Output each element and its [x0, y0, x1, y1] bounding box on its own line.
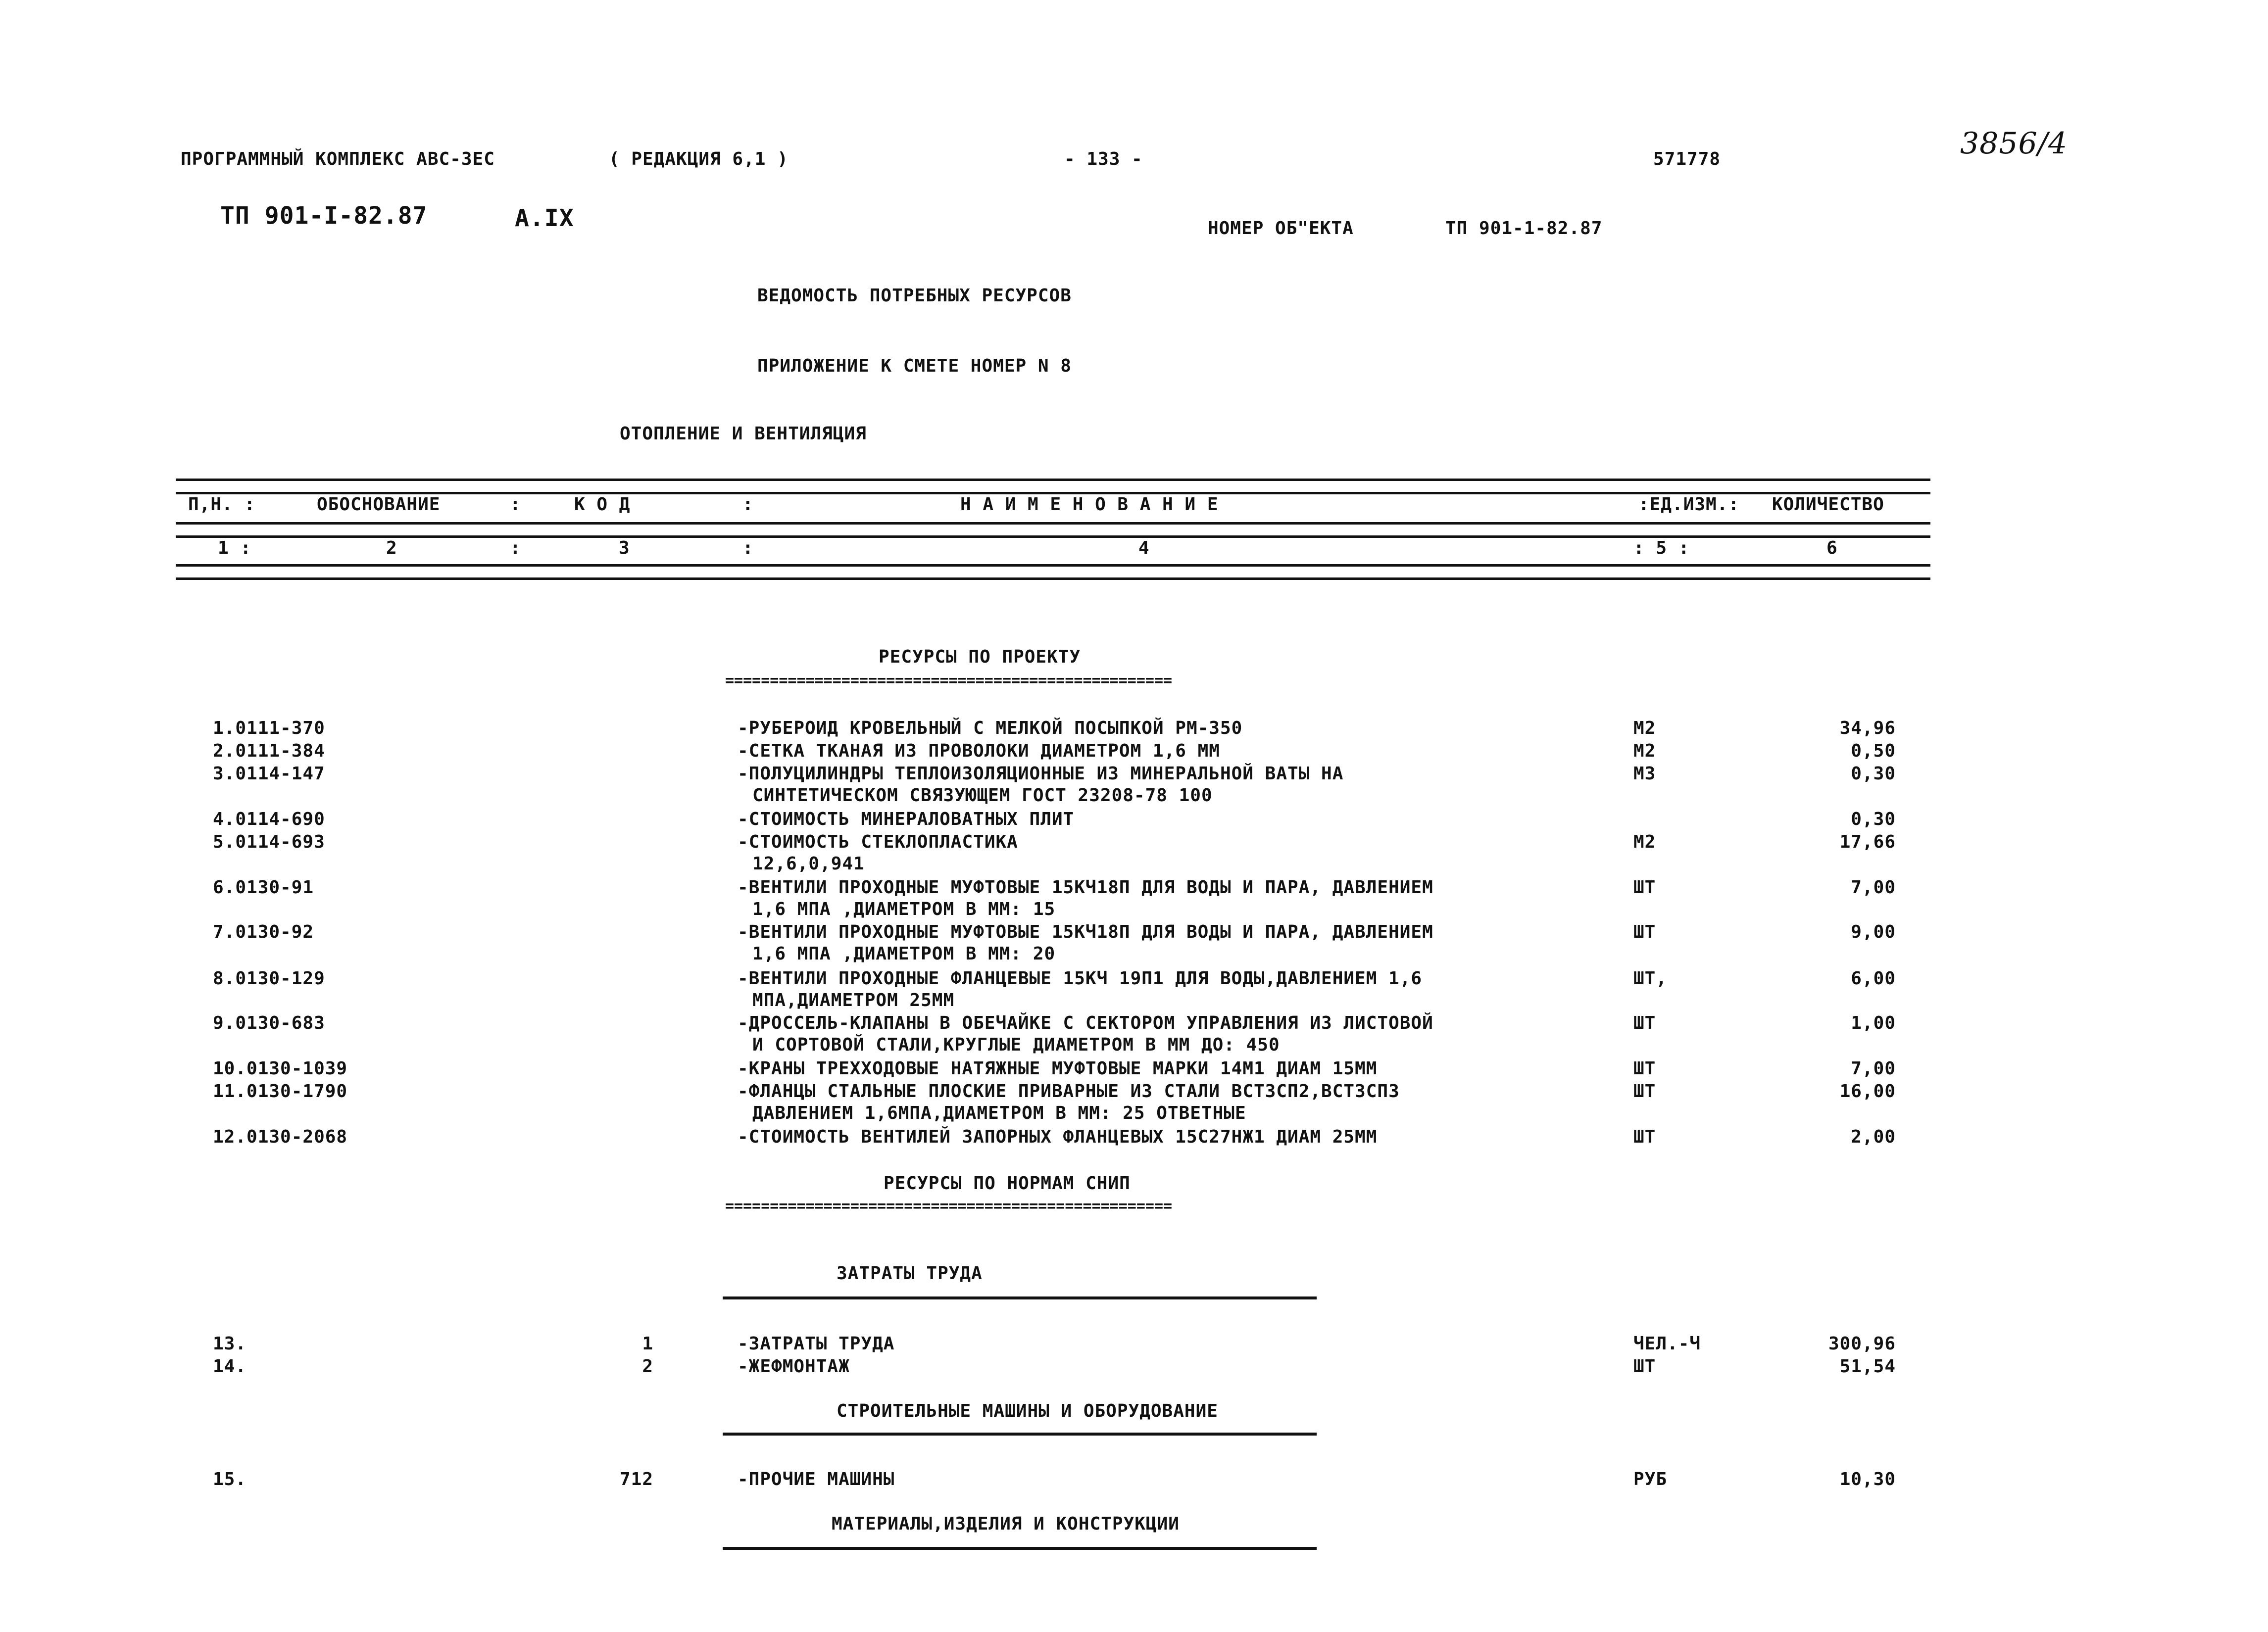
- section-machines-title: СТРОИТЕЛЬНЫЕ МАШИНЫ И ОБОРУДОВАНИЕ: [837, 1401, 1218, 1421]
- col-index-6: 6: [1826, 538, 1838, 558]
- section-labor-rule: [723, 1296, 1317, 1299]
- row-unit: ШТ: [1633, 1058, 1656, 1079]
- row-number: 3.0114-147: [213, 764, 325, 784]
- row-name: -ЖЕФМОНТАЖ: [738, 1356, 850, 1377]
- appendix-title: ПРИЛОЖЕНИЕ К СМЕТЕ НОМЕР N 8: [757, 356, 1072, 376]
- row-unit: М2: [1633, 718, 1656, 738]
- row-name-continued: 12,6,0,941: [752, 854, 865, 874]
- row-name: -ПОЛУЦИЛИНДРЫ ТЕПЛОИЗОЛЯЦИОННЫЕ ИЗ МИНЕРАЛЬНОЙ ВАТЫ НА: [738, 764, 1344, 784]
- row-quantity: 7,00: [1851, 1058, 1896, 1079]
- row-number: 5.0114-693: [213, 832, 325, 852]
- row-number: 14.: [213, 1356, 247, 1377]
- row-name: -РУБЕРОИД КРОВЕЛЬНЫЙ С МЕЛКОЙ ПОСЫПКОЙ РМ-350: [738, 718, 1243, 738]
- row-number: 7.0130-92: [213, 922, 314, 942]
- section-labor-title: ЗАТРАТЫ ТРУДА: [837, 1263, 983, 1284]
- row-number: 13.: [213, 1334, 247, 1354]
- row-number: 15.: [213, 1469, 247, 1489]
- row-quantity: 17,66: [1839, 832, 1896, 852]
- row-quantity: 0,50: [1851, 741, 1896, 761]
- row-quantity: 9,00: [1851, 922, 1896, 942]
- row-unit: М3: [1633, 764, 1656, 784]
- col-header-unit: :ЕД.ИЗМ.:: [1638, 494, 1740, 515]
- document-code: 571778: [1653, 149, 1721, 169]
- row-number: 2.0111-384: [213, 741, 325, 761]
- row-number: 11.0130-1790: [213, 1081, 348, 1102]
- row-name: -СЕТКА ТКАНАЯ ИЗ ПРОВОЛОКИ ДИАМЕТРОМ 1,6 ММ: [738, 741, 1220, 761]
- edition: ( РЕДАКЦИЯ 6,1 ): [609, 149, 789, 169]
- row-name: -СТОИМОСТЬ ВЕНТИЛЕЙ ЗАПОРНЫХ ФЛАНЦЕВЫХ 15С27НЖ1 ДИАМ 25ММ: [738, 1127, 1378, 1147]
- row-unit: ШТ,: [1633, 968, 1668, 989]
- section-project-underline: ==================================================: [725, 672, 1173, 689]
- row-name: -СТОИМОСТЬ СТЕКЛОПЛАСТИКА: [738, 832, 1018, 852]
- section-snip-title: РЕСУРСЫ ПО НОРМАМ СНИП: [884, 1173, 1131, 1194]
- row-quantity: 7,00: [1851, 877, 1896, 898]
- row-name: -ПРОЧИЕ МАШИНЫ: [738, 1469, 895, 1489]
- row-number: 12.0130-2068: [213, 1127, 348, 1147]
- row-quantity: 34,96: [1839, 718, 1896, 738]
- row-quantity: 0,30: [1851, 764, 1896, 784]
- row-unit: М2: [1633, 832, 1656, 852]
- col-header-name: Н А И М Е Н О В А Н И Е: [960, 494, 1219, 515]
- row-number: 10.0130-1039: [213, 1058, 348, 1079]
- row-name-continued: ДАВЛЕНИЕМ 1,6МПА,ДИАМЕТРОМ В ММ: 25 ОТВЕТНЫЕ: [752, 1103, 1246, 1123]
- album-number: А.IX: [515, 204, 574, 232]
- row-name: -ДРОССЕЛЬ-КЛАПАНЫ В ОБЕЧАЙКЕ С СЕКТОРОМ УПРАВЛЕНИЯ ИЗ ЛИСТОВОЙ: [738, 1013, 1433, 1033]
- row-name-continued: МПА,ДИАМЕТРОМ 25ММ: [752, 990, 955, 1010]
- row-name: -ВЕНТИЛИ ПРОХОДНЫЕ МУФТОВЫЕ 15КЧ18П ДЛЯ ВОДЫ И ПАРА, ДАВЛЕНИЕМ: [738, 877, 1433, 898]
- row-unit: ШТ: [1633, 877, 1656, 898]
- col-header-sep: :: [742, 494, 754, 515]
- col-header-sep: :: [510, 494, 521, 515]
- section-machines-rule: [723, 1433, 1317, 1436]
- row-number: 6.0130-91: [213, 877, 314, 898]
- row-number: 4.0114-690: [213, 809, 325, 829]
- row-name: -КРАНЫ ТРЕХХОДОВЫЕ НАТЯЖНЫЕ МУФТОВЫЕ МАРКИ 14М1 ДИАМ 15ММ: [738, 1058, 1378, 1079]
- row-name: -СТОИМОСТЬ МИНЕРАЛОВАТНЫХ ПЛИТ: [738, 809, 1075, 829]
- row-name: -ФЛАНЦЫ СТАЛЬНЫЕ ПЛОСКИЕ ПРИВАРНЫЕ ИЗ СТАЛИ ВСТ3СП2,ВСТ3СП3: [738, 1081, 1400, 1102]
- col-header-quantity: КОЛИЧЕСТВО: [1772, 494, 1884, 515]
- row-quantity: 6,00: [1851, 968, 1896, 989]
- row-code: 712: [619, 1469, 653, 1489]
- col-header-number: П,Н. :: [188, 494, 256, 515]
- row-code: 1: [642, 1334, 653, 1354]
- row-unit: ШТ: [1633, 1127, 1656, 1147]
- col-header-basis: ОБОСНОВАНИЕ: [317, 494, 441, 515]
- row-number: 9.0130-683: [213, 1013, 325, 1033]
- section-materials-rule: [723, 1547, 1317, 1550]
- row-quantity: 16,00: [1839, 1081, 1896, 1102]
- row-quantity: 51,54: [1839, 1356, 1896, 1377]
- row-unit: ШТ: [1633, 922, 1656, 942]
- header-mid-rule: [176, 522, 1930, 538]
- col-index-2: 2: [386, 538, 397, 558]
- section-title: ОТОПЛЕНИЕ И ВЕНТИЛЯЦИЯ: [620, 424, 867, 444]
- row-unit: РУБ: [1633, 1469, 1668, 1489]
- page-number: - 133 -: [1064, 149, 1143, 169]
- col-index-3: 3: [619, 538, 630, 558]
- row-name-continued: 1,6 МПА ,ДИАМЕТРОМ В ММ: 15: [752, 899, 1056, 919]
- object-label: НОМЕР ОБ"ЕКТА: [1208, 218, 1354, 239]
- row-name: -ВЕНТИЛИ ПРОХОДНЫЕ МУФТОВЫЕ 15КЧ18П ДЛЯ ВОДЫ И ПАРА, ДАВЛЕНИЕМ: [738, 922, 1433, 942]
- col-header-code: К О Д: [574, 494, 631, 515]
- row-quantity: 0,30: [1851, 809, 1896, 829]
- section-project-title: РЕСУРСЫ ПО ПРОЕКТУ: [879, 647, 1081, 667]
- object-value: ТП 901-1-82.87: [1445, 218, 1603, 239]
- header-bottom-rule: [176, 564, 1930, 580]
- row-quantity: 1,00: [1851, 1013, 1896, 1033]
- tp-number: ТП 901-I-82.87: [220, 202, 428, 230]
- document-title: ВЕДОМОСТЬ ПОТРЕБНЫХ РЕСУРСОВ: [757, 286, 1072, 306]
- col-index-4: 4: [1138, 538, 1150, 558]
- row-name: -ВЕНТИЛИ ПРОХОДНЫЕ ФЛАНЦЕВЫЕ 15КЧ 19П1 ДЛЯ ВОДЫ,ДАВЛЕНИЕМ 1,6: [738, 968, 1423, 989]
- row-quantity: 10,30: [1839, 1469, 1896, 1489]
- col-index-sep: :: [742, 538, 754, 558]
- row-name-continued: И СОРТОВОЙ СТАЛИ,КРУГЛЫЕ ДИАМЕТРОМ В ММ ДО: 450: [752, 1035, 1280, 1055]
- row-quantity: 2,00: [1851, 1127, 1896, 1147]
- archive-number: 3856/4: [1960, 126, 2068, 161]
- row-unit: ШТ: [1633, 1013, 1656, 1033]
- col-index-5: : 5 :: [1633, 538, 1690, 558]
- row-name-continued: СИНТЕТИЧЕСКОМ СВЯЗУЮЩЕМ ГОСТ 23208-78 100: [752, 785, 1213, 806]
- row-quantity: 300,96: [1828, 1334, 1896, 1354]
- col-index-sep: :: [510, 538, 521, 558]
- row-unit: ШТ: [1633, 1356, 1656, 1377]
- section-materials-title: МАТЕРИАЛЫ,ИЗДЕЛИЯ И КОНСТРУКЦИИ: [832, 1514, 1180, 1534]
- row-name-continued: 1,6 МПА ,ДИАМЕТРОМ В ММ: 20: [752, 944, 1056, 964]
- row-unit: ЧЕЛ.-Ч: [1633, 1334, 1701, 1354]
- header-top-rule: [176, 479, 1930, 494]
- section-snip-underline: ==================================================: [725, 1198, 1173, 1215]
- row-number: 1.0111-370: [213, 718, 325, 738]
- row-unit: М2: [1633, 741, 1656, 761]
- row-name: -ЗАТРАТЫ ТРУДА: [738, 1334, 895, 1354]
- row-code: 2: [642, 1356, 653, 1377]
- row-number: 8.0130-129: [213, 968, 325, 989]
- col-index-1: 1 :: [218, 538, 252, 558]
- row-unit: ШТ: [1633, 1081, 1656, 1102]
- program-name: ПРОГРАММНЫЙ КОМПЛЕКС АВС-ЗЕС: [181, 149, 495, 169]
